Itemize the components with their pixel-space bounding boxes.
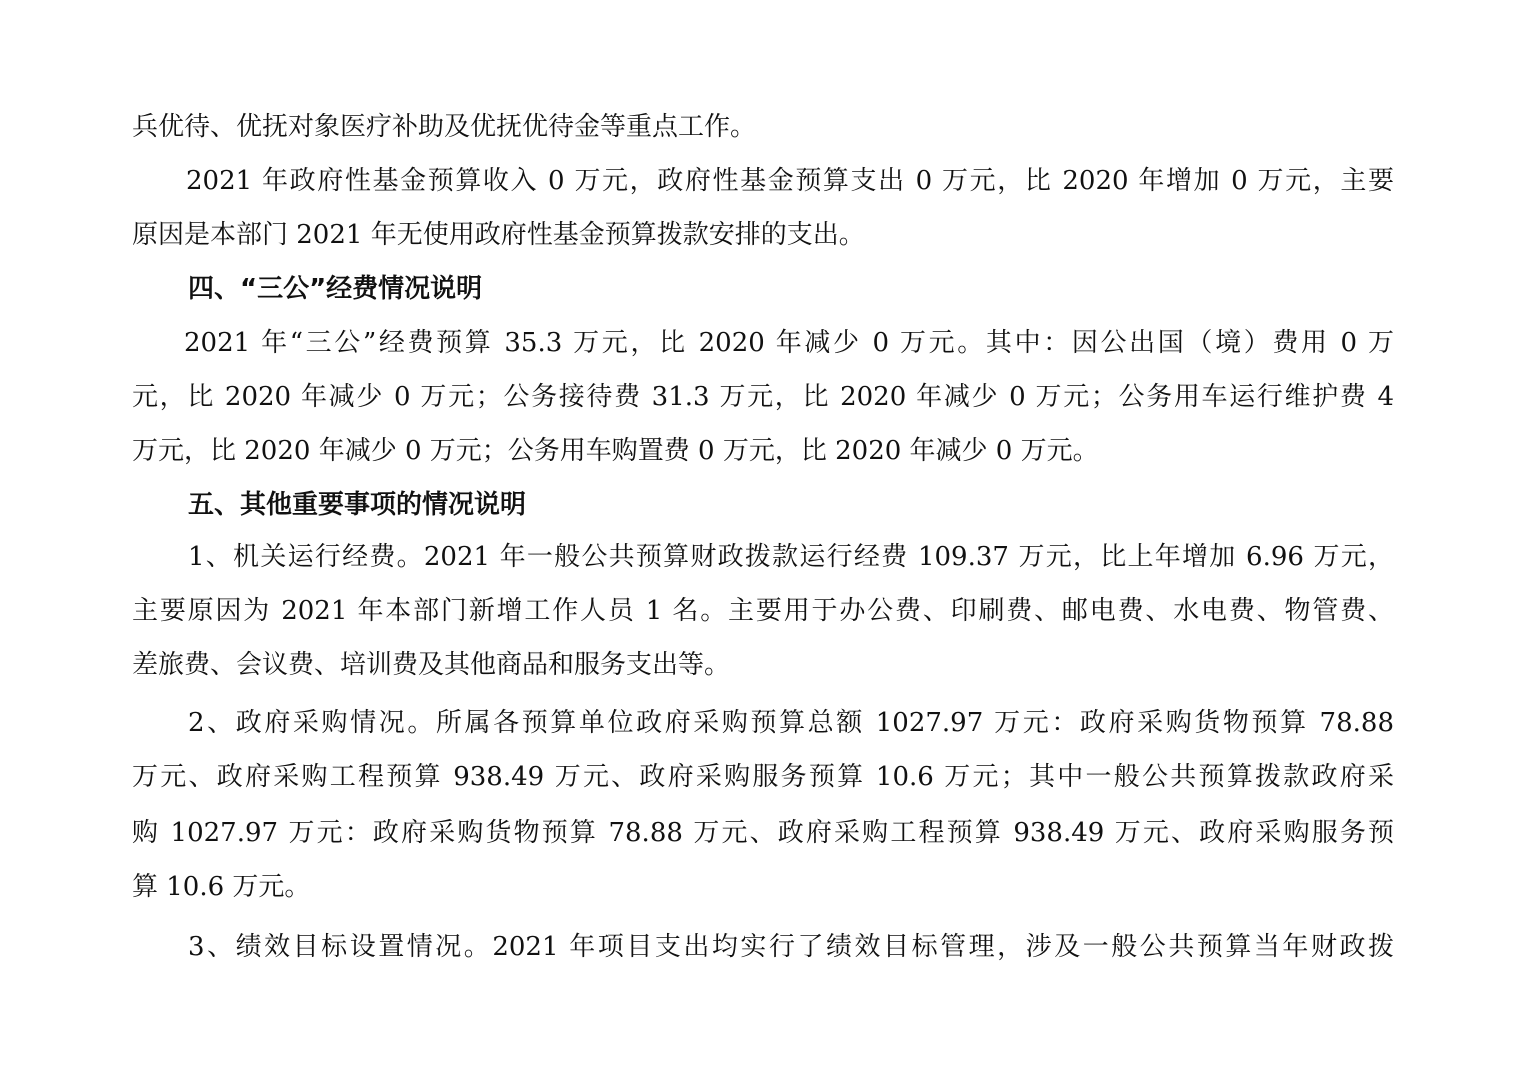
paragraph-line: 兵优待、优抚对象医疗补助及优抚优待金等重点工作。 bbox=[132, 112, 757, 142]
section-heading: 五、其他重要事项的情况说明 bbox=[188, 490, 527, 520]
paragraph-line: 2、政府采购情况。所属各预算单位政府采购预算总额 1027.97 万元：政府采购货物预算 78.88 bbox=[188, 708, 1394, 738]
paragraph-line: 万元、政府采购工程预算 938.49 万元、政府采购服务预算 10.6 万元；其中一般公共预算拨款政府采 bbox=[132, 762, 1394, 792]
paragraph-line: 万元，比 2020 年减少 0 万元；公务用车购置费 0 万元，比 2020 年减少 0 万元。 bbox=[132, 436, 1099, 466]
paragraph-line: 原因是本部门 2021 年无使用政府性基金预算拨款安排的支出。 bbox=[132, 220, 865, 250]
paragraph-line: 1、机关运行经费。2021 年一般公共预算财政拨款运行经费 109.37 万元，比上年增加 6.96 万元， bbox=[188, 542, 1394, 572]
section-heading: 四、“三公”经费情况说明 bbox=[188, 274, 483, 304]
paragraph-line: 2021 年政府性基金预算收入 0 万元，政府性基金预算支出 0 万元，比 2020 年增加 0 万元，主要 bbox=[186, 166, 1394, 196]
paragraph-line: 购 1027.97 万元：政府采购货物预算 78.88 万元、政府采购工程预算 938.49 万元、政府采购服务预 bbox=[132, 818, 1394, 848]
paragraph-line: 3、绩效目标设置情况。2021 年项目支出均实行了绩效目标管理，涉及一般公共预算当年财政拨 bbox=[188, 932, 1394, 962]
paragraph-line: 2021 年“三公”经费预算 35.3 万元，比 2020 年减少 0 万元。其中：因公出国（境）费用 0 万 bbox=[184, 328, 1394, 358]
paragraph-line: 算 10.6 万元。 bbox=[132, 872, 311, 902]
paragraph-line: 元，比 2020 年减少 0 万元；公务接待费 31.3 万元，比 2020 年减少 0 万元；公务用车运行维护费 4 bbox=[132, 382, 1394, 412]
paragraph-line: 主要原因为 2021 年本部门新增工作人员 1 名。主要用于办公费、印刷费、邮电费、水电费、物管费、 bbox=[132, 596, 1394, 626]
paragraph-line: 差旅费、会议费、培训费及其他商品和服务支出等。 bbox=[132, 650, 731, 680]
